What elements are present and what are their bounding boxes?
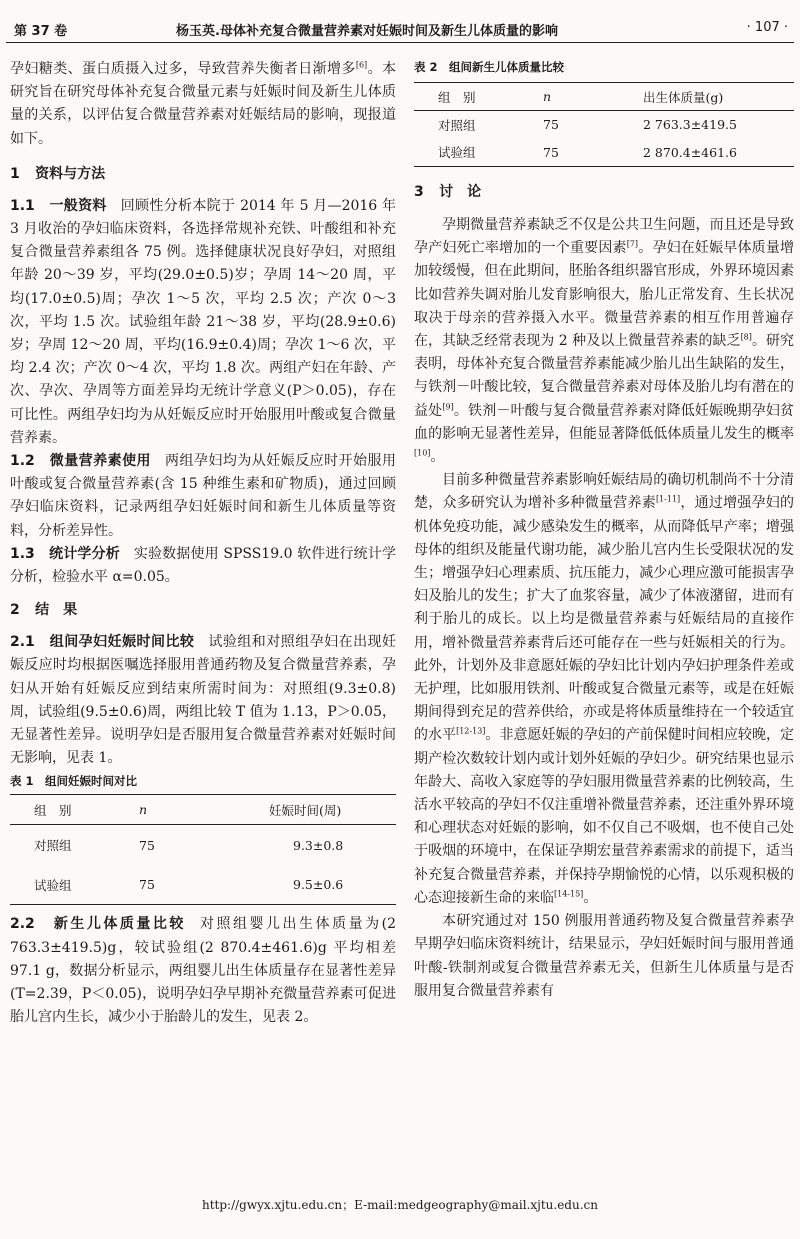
running-header [6,12,794,43]
subsection-general-data: 1.1 一般资料 回顾性分析本院于 2014 年 5 月—2016 年 3 月收治的孕妇临床资料，各选择常规补充铁、叶酸组和补充复合微量营养素组各 75 例。选择健康状况良好孕妇，对照组年龄 20～39 岁，平均(29.0±0.5)岁；孕周 14～20 周，平均(17.0±0.5)周；孕次 1～5 次，平均 2.5 次；产次 0～3 次，平均 1.5 次。试验组年龄 21～38 岁，平均(28.9±0.6)岁；孕周 12～20 周，平均(16.9±0.4)周；孕次 1～6 次，平均 2.4 次；产次 0～4 次，平均 1.8 次。两组产妇在年龄、产次、孕次、孕周等方面差异均无统计学意义(P＞0.05)，存在可比性。两组孕妇均为从妊娠反应时开始服用叶酸或复合微量营养素。 [10,197,396,446]
table1 [10,794,396,905]
citation: [10] [414,448,431,458]
page-number: · 107 · [746,20,788,35]
left-column [10,58,396,1030]
table-header: 组 别 [34,802,72,818]
citation: [9] [442,401,454,411]
volume-label: 第 37 卷 [14,24,68,39]
citation: [6] [355,60,368,70]
table2-caption: 表 2 组间新生儿体质量比较 [414,60,565,74]
intro-paragraph: 孕妇糖类、蛋白质摄入过多，导致营养失衡者日渐增多[6]。本研究旨在研究母体补充复合微量元素与妊娠时间及新生儿体质量的关系，以评估复合微量营养素对妊娠结局的影响，现报道如下。 [10,60,397,147]
table1-caption: 表 1 组间妊娠时间对比 [10,774,138,789]
subsection-birth-weight: 2.2 新生儿体质量比较 对照组婴儿出生体质量为(2 763.3±419.5)g，较试验组(2 870.4±461.6)g 平均相差 97.1 g，数据分析显示，两组婴儿出生体质量存在显著性差异(T=2.39，P＜0.05)，说明孕妇孕早期补充微量营养素可促进胎儿宫内生长，减少小于胎龄儿的发生，见表 2。 [10,916,396,1026]
section-heading-discussion: 3 讨 论 [414,184,482,200]
table2 [414,82,794,167]
subsection-heading: 1.2 微量营养素使用 [10,453,151,470]
table-header: 出生体质量(g) [643,89,724,105]
citation: [8] [740,332,752,342]
section-heading-results: 2 结 果 [10,602,78,619]
table-row: 对照组 75 9.3±0.8 [34,837,344,854]
discussion-paragraph-1: 孕期微量营养素缺乏不仅是公共卫生问题，而且还是导致孕产妇死亡率增加的一个重要因素[7]。孕妇在妊娠早体质量增加较缓慢，但在此期间，胚胎各组织器官形成，外界环境因素比如营养失调对胎儿发育影响很大，胎儿正常发育、生长状况取决于母亲的营养摄入水平。微量营养素的相互作用普遍存在，其缺乏经常表现为 2 种及以上微量营养素的缺乏[8]。研究表明，母体补充复合微量营养素能减少胎儿出生缺陷的发生，与铁剂－叶酸比较，复合微量营养素对母体及胎儿均有潜在的益处[9]。铁剂－叶酸与复合微量营养素对降低妊娠晚期孕妇贫血的影响无显著性差异，但能显著降低低体质量儿发生的概率[10]。 [414,217,795,466]
citation: [7] [626,239,639,249]
table-row: 试验组 75 2 870.4±461.6 [414,139,794,167]
citation: [12-13] [456,726,486,736]
table-header: n [543,89,552,104]
citation: [14-15] [554,889,584,899]
table-header: 妊娠时间(周) [269,802,342,818]
subsection-heading: 1.1 一般资料 [10,197,107,214]
subsection-heading: 2.2 新生儿体质量比较 [10,916,186,933]
subsection-heading: 2.1 组间孕妇妊娠时间比较 [10,634,195,651]
discussion-paragraph-3: 本研究通过对 150 例服用普通药物及复合微量营养素孕早期孕妇临床资料统计，结果显示，孕妇妊娠时间与服用普通叶酸-铁制剂或复合微量营养素无关，但新生儿体质量与是否服用复合微量营养素有 [414,913,794,999]
table-header: n [139,802,148,818]
table-row: 对照组 75 2 763.3±419.5 [438,117,737,133]
right-column [414,58,794,1003]
subsection-nutrient-use: 1.2 微量营养素使用 两组孕妇均为从妊娠反应时开始服用叶酸或复合微量营养素(含 15 种维生素和矿物质)，通过回顾孕妇临床资料，记录两组孕妇妊娠时间和新生儿体质量等资料，分析差异性。 [10,453,396,539]
table-header: 组 别 [438,89,476,105]
table-row: 试验组 75 9.5±0.6 [10,865,396,905]
citation: [1-11] [655,494,681,504]
discussion-paragraph-2: 目前多种微量营养素影响妊娠结局的确切机制尚不十分清楚，众多研究认为增补多种微量营养素[1-11]，通过增强孕妇的机体免疫功能，减少感染发生的概率，从而降低早产率；增强母体的组织及能量代谢功能，减少胎儿宫内生长受限状况的发生；增强孕妇心理素质、抗压能力，减少心理应激可能损害孕妇及胎儿的发生；扩大了血浆容量，减少了体液潴留，进而有利于胎儿的成长。以上均是微量营养素与妊娠结局的直接作用，增补微量营养素背后还可能存在一些与妊娠相关的行为。此外，计划外及非意愿妊娠的孕妇比计划内孕妇护理条件差或无护理，比如服用铁剂、叶酸或复合微量元素等，或是在妊娠期间得到充足的营养供给，亦或是将体质量维持在一个较适宜的水平[12-13]。非意愿妊娠的孕妇的产前保健时间相应较晚，定期产检次数较计划内或计划外妊娠的孕妇少。研究结果也显示年龄大、高收入家庭等的孕妇服用微量营养素的比例较高，生活水平较高的孕妇不仅注重增补微量营养素，还注重外界环境和心理状态对妊娠的影响，如不仅自己不吸烟，也不使自己处于吸烟的环境中，在保证孕期宏量营养素需求的前提下，适当补充复合微量营养素，并保持孕期愉悦的心情，以乐观积极的心态迎接新生命的来临[14-15]。 [414,472,795,906]
running-title: 杨玉英.母体补充复合微量营养素对妊娠时间及新生儿体质量的影响 [176,24,558,39]
footer-contact: http://gwyx.xjtu.edu.cn；E-mail:medgeography@mail.xjtu.edu.cn [201,1198,598,1212]
subsection-pregnancy-time: 2.1 组间孕妇妊娠时间比较 试验组和对照组孕妇在出现妊娠反应时均根据医嘱选择服用普通药物及复合微量营养素，孕妇从开始有妊娠反应到结束所需时间为：对照组(9.3±0.8)周，试验组(9.5±0.6)周，两组比较 T 值为 1.13，P＞0.05，无显著性差异。说明孕妇是否服用复合微量营养素对妊娠时间无影响，见表 1。 [10,634,396,767]
subsection-statistics: 1.3 统计学分析 实验数据使用 SPSS19.0 软件进行统计学分析，检验水平 α=0.05。 [10,545,396,586]
subsection-heading: 1.3 统计学分析 [10,545,120,562]
section-heading-methods: 1 资料与方法 [10,165,106,182]
